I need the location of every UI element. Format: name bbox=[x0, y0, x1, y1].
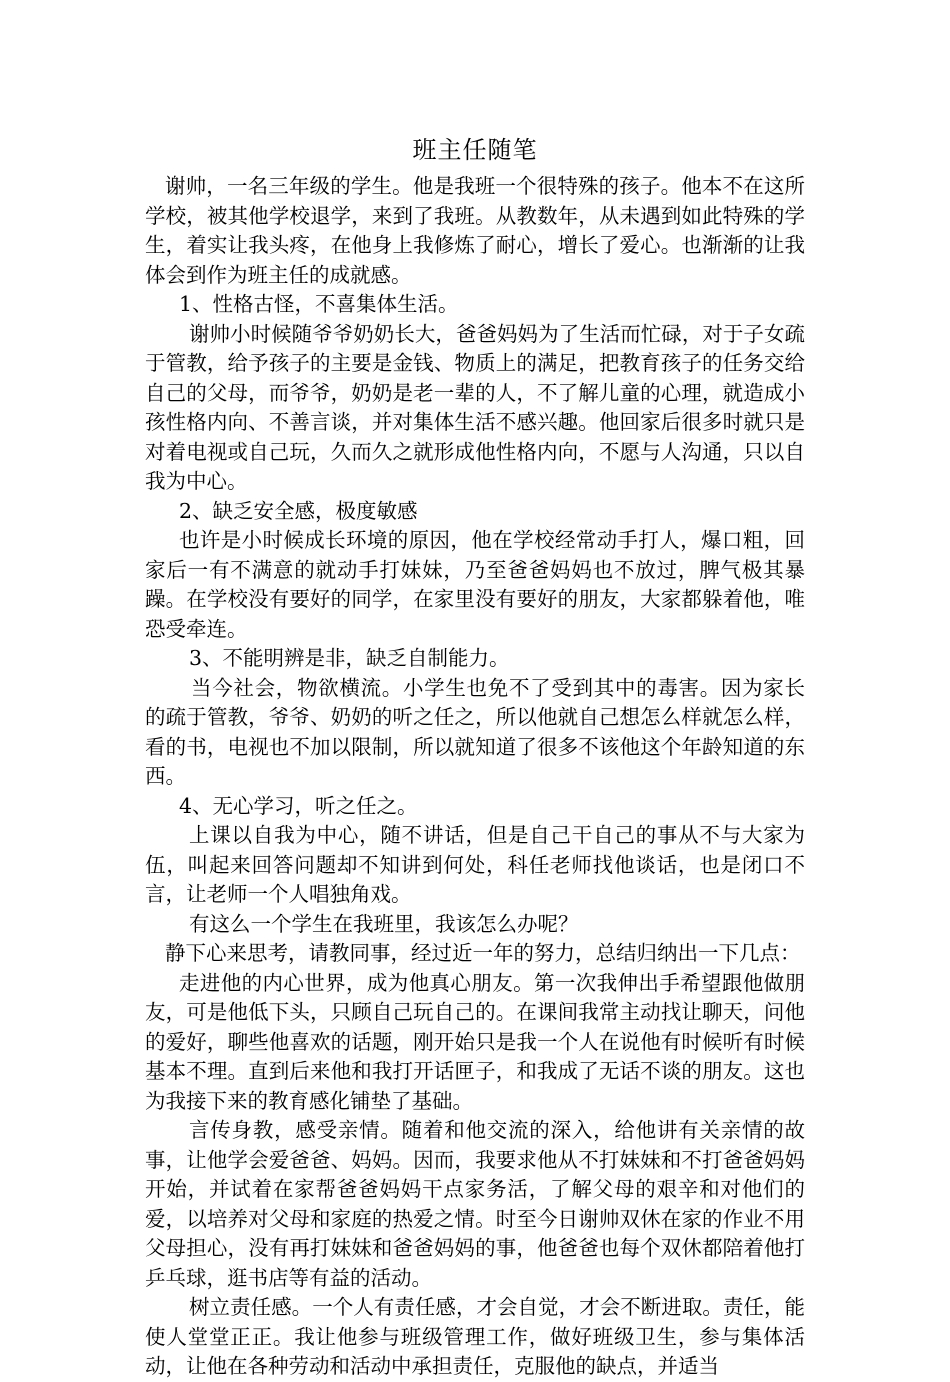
document-title: 班主任随笔 bbox=[412, 136, 538, 164]
paragraph: 当今社会，物欲横流。小学生也免不了受到其中的毒害。因为家长的疏于管教，爷爷、奶奶的听之任之，所以他就自己想怎么样就怎么样，看的书，电视也不加以限制，所以就知道了很多不该他这个年龄知道的东西。 bbox=[145, 675, 805, 788]
paragraph: 谢帅小时候随爷爷奶奶长大，爸爸妈妈为了生活而忙碌，对于子女疏于管教，给予孩子的主要是金钱、物质上的满足，把教育孩子的任务交给自己的父母，而爷爷，奶奶是老一辈的人，不了解儿童的心理，就造成小孩性格内向、不善言谈，并对集体生活不感兴趣。他回家后很多时就只是对着电视或自己玩，久而久之就形成他性格内向，不愿与人沟通，只以自我为中心。 bbox=[145, 321, 805, 493]
paragraph: 树立责任感。一个人有责任感，才会自觉，才会不断进取。责任，能使人堂堂正正。我让他参与班级管理工作，做好班级卫生，参与集体活动，让他在各种劳动和活动中承担责任，克服他的缺点，并适当 bbox=[145, 1295, 805, 1378]
paragraph-intro: 谢帅，一名三年级的学生。他是我班一个很特殊的孩子。他本不在这所学校，被其他学校退学，来到了我班。从教数年，从未遇到如此特殊的学生，着实让我头疼，在他身上我修炼了耐心，增长了爱心。也渐渐的让我体会到作为班主任的成就感。 bbox=[145, 174, 805, 287]
document-body bbox=[145, 172, 805, 1382]
paragraph: 静下心来思考，请教同事，经过近一年的努力，总结归纳出一下几点： bbox=[165, 941, 801, 965]
section-heading-1: 1、性格古怪，不喜集体生活。 bbox=[179, 292, 459, 316]
section-heading-2: 2、缺乏安全感，极度敏感 bbox=[179, 498, 418, 523]
section-heading-3: 3、不能明辨是非，缺乏自制能力。 bbox=[189, 646, 510, 670]
paragraph: 言传身教，感受亲情。随着和他交流的深入，给他讲有关亲情的故事，让他学会爱爸爸、妈妈。因而，我要求他从不打妹妹和不打爸爸妈妈开始，并试着在家帮爸爸妈妈干点家务活，了解父母的艰辛和对他们的爱，以培养对父母和家庭的热爱之情。时至今日谢帅双休在家的作业不用父母担心，没有再打妹妹和爸爸妈妈的事，他爸爸也每个双休都陪着他打乒乓球，逛书店等有益的活动。 bbox=[145, 1118, 805, 1290]
paragraph: 走进他的内心世界，成为他真心朋友。第一次我伸出手希望跟他做朋友，可是他低下头，只顾自己玩自己的。在课间我常主动找让聊天，问他的爱好，聊些他喜欢的话题，刚开始只是我一个人在说他有时候听有时候基本不理。直到后来他和我打开话匣子，和我成了无话不谈的朋友。这也为我接下来的教育感化铺垫了基础。 bbox=[145, 970, 805, 1113]
paragraph: 上课以自我为中心，随不讲话，但是自己干自己的事从不与大家为伍，叫起来回答问题却不知讲到何处，科任老师找他谈话，也是闭口不言，让老师一个人唱独角戏。 bbox=[145, 823, 805, 906]
paragraph: 有这么一个学生在我班里，我该怎么办呢？ bbox=[189, 911, 579, 936]
paragraph: 也许是小时候成长环境的原因，他在学校经常动手打人，爆口粗，回家后一有不满意的就动手打妹妹，乃至爸爸妈妈也不放过，脾气极其暴躁。在学校没有要好的同学，在家里没有要好的朋友，大家都躲着他，唯恐受牵连。 bbox=[145, 528, 805, 641]
section-heading-4: 4、无心学习，听之任之。 bbox=[179, 793, 418, 818]
